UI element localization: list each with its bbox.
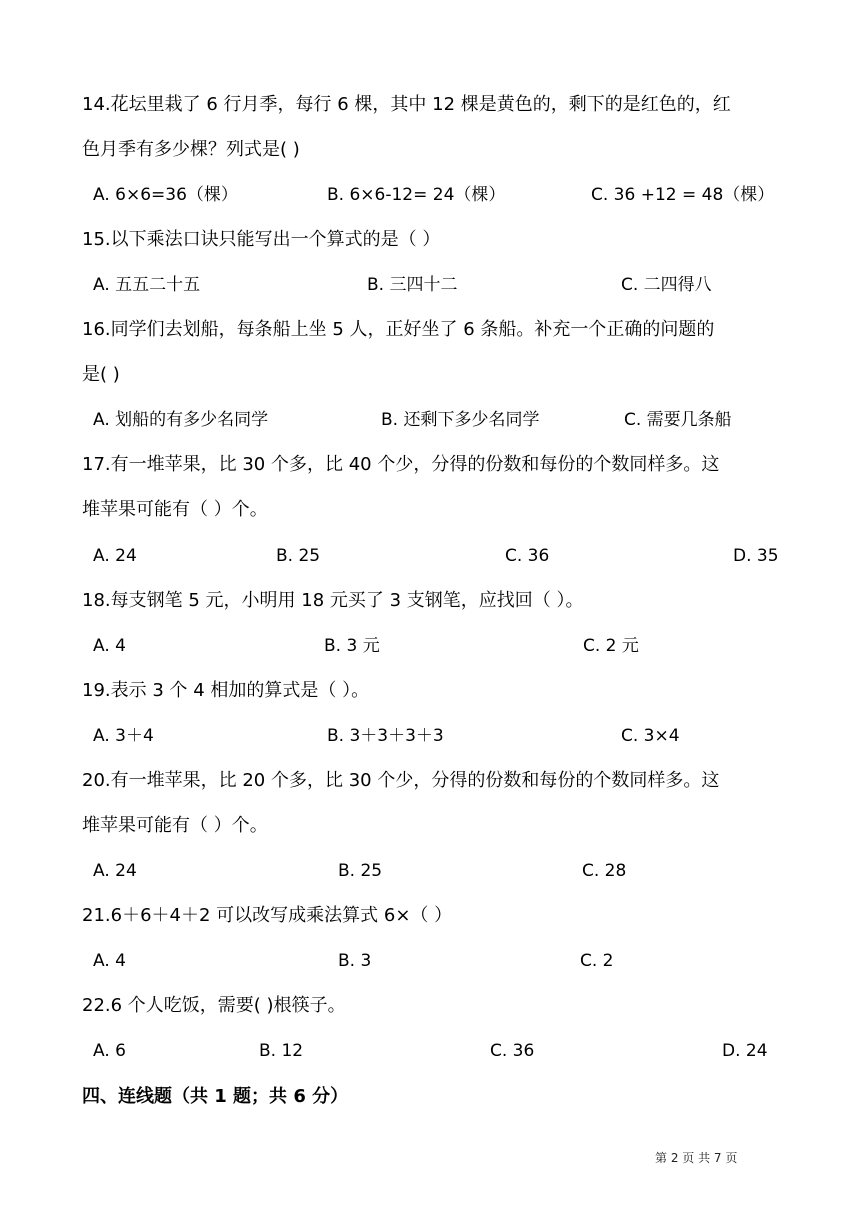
question-20-line-2: 堆苹果可能有（ ）个。 bbox=[82, 815, 268, 836]
question-17-line-1: 17.有一堆苹果，比 30 个多，比 40 个少，分得的份数和每份的个数同样多。这 bbox=[82, 454, 720, 475]
question-15-option-c: C. 二四得八 bbox=[621, 275, 712, 295]
question-21-option-b: B. 3 bbox=[338, 951, 372, 971]
question-15-line-1: 15.以下乘法口诀只能写出一个算式的是（ ） bbox=[82, 229, 441, 250]
question-18-option-b: B. 3 元 bbox=[324, 636, 380, 656]
question-17-option-b: B. 25 bbox=[276, 546, 321, 566]
question-19-line-1: 19.表示 3 个 4 相加的算式是（ ）。 bbox=[82, 680, 370, 701]
question-20-option-a: A. 24 bbox=[93, 861, 137, 881]
question-14-line-2: 色月季有多少棵？列式是( ) bbox=[82, 139, 300, 160]
question-16-option-a: A. 划船的有多少名同学 bbox=[93, 410, 269, 430]
question-22-line-1: 22.6 个人吃饭，需要( )根筷子。 bbox=[82, 995, 346, 1016]
question-16-option-c: C. 需要几条船 bbox=[624, 410, 732, 430]
question-21-line-1: 21.6＋6＋4＋2 可以改写成乘法算式 6×（ ） bbox=[82, 905, 453, 926]
question-15-option-a: A. 五五二十五 bbox=[93, 275, 201, 295]
question-14-option-c: C. 36 +12 = 48（棵） bbox=[591, 185, 775, 205]
question-22-option-a: A. 6 bbox=[93, 1041, 126, 1061]
question-14-line-1: 14.花坛里栽了 6 行月季，每行 6 棵，其中 12 棵是黄色的，剩下的是红色的，红 bbox=[82, 94, 731, 115]
question-21-option-a: A. 4 bbox=[93, 951, 126, 971]
question-17-line-2: 堆苹果可能有（ ）个。 bbox=[82, 499, 268, 520]
question-17-option-d: D. 35 bbox=[733, 546, 779, 566]
question-21-option-c: C. 2 bbox=[580, 951, 614, 971]
question-17-option-a: A. 24 bbox=[93, 546, 137, 566]
question-18-line-1: 18.每支钢笔 5 元，小明用 18 元买了 3 支钢笔，应找回（ ）。 bbox=[82, 590, 584, 611]
question-19-option-c: C. 3×4 bbox=[621, 726, 680, 746]
question-14-option-b: B. 6×6-12= 24（棵） bbox=[327, 185, 506, 205]
question-18-option-a: A. 4 bbox=[93, 636, 126, 656]
question-18-option-c: C. 2 元 bbox=[583, 636, 639, 656]
section-title: 四、连线题（共 1 题；共 6 分） bbox=[82, 1086, 349, 1107]
question-16-line-1: 16.同学们去划船，每条船上坐 5 人，正好坐了 6 条船。补充一个正确的问题的 bbox=[82, 319, 715, 340]
question-20-line-1: 20.有一堆苹果，比 20 个多，比 30 个少，分得的份数和每份的个数同样多。这 bbox=[82, 770, 720, 791]
question-20-option-c: C. 28 bbox=[582, 861, 627, 881]
question-20-option-b: B. 25 bbox=[338, 861, 383, 881]
page-footer: 第 2 页 共 7 页 bbox=[655, 1151, 738, 1165]
question-22-option-c: C. 36 bbox=[490, 1041, 535, 1061]
question-22-option-b: B. 12 bbox=[259, 1041, 304, 1061]
question-19-option-a: A. 3＋4 bbox=[93, 726, 154, 746]
question-15-option-b: B. 三四十二 bbox=[367, 275, 458, 295]
question-19-option-b: B. 3＋3＋3＋3 bbox=[327, 726, 444, 746]
question-16-option-b: B. 还剩下多少名同学 bbox=[381, 410, 540, 430]
question-14-option-a: A. 6×6=36（棵） bbox=[93, 185, 238, 205]
question-16-line-2: 是( ) bbox=[82, 364, 120, 385]
question-22-option-d: D. 24 bbox=[722, 1041, 768, 1061]
question-17-option-c: C. 36 bbox=[505, 546, 550, 566]
